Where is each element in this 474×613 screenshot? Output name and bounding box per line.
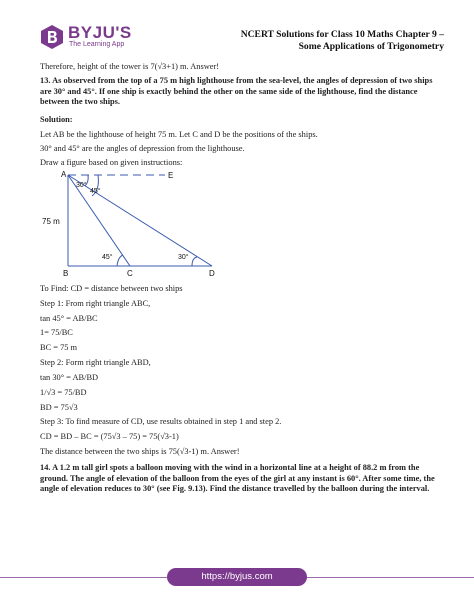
page-header — [0, 0, 474, 62]
label-e: E — [168, 171, 174, 180]
question-14: 14. A 1.2 m tall girl spots a balloon moving with the wind in a horizontal line at a height of 88.2 m from the ground. The angle of elevation of the balloon from the eyes of the girl at any instant is 60°. After some time, the angle of elevation reduces to 30° (see Fig. 9.13). Find the distance travelled by the balloon during the interval. — [40, 463, 435, 493]
solution-line: Step 3: To find measure of CD, use results obtained in step 1 and step 2. — [40, 417, 282, 426]
label-b: B — [63, 269, 69, 278]
label-d: D — [209, 269, 215, 278]
intro-text: Therefore, height of the tower is 7(√3+1) m. Answer! — [40, 62, 220, 71]
solution-line: 1= 75/BC — [40, 328, 73, 337]
byjus-logo[interactable] — [40, 23, 132, 50]
solution-line: BC = 75 m — [40, 343, 78, 352]
solution-line: Draw a figure based on given instructions: — [40, 158, 183, 167]
solution-line: To Find: CD = distance between two ships — [40, 284, 183, 293]
footer-divider-right — [307, 577, 474, 578]
angle-label-45: 45° — [90, 188, 101, 195]
angle-label-30: 30° — [76, 182, 87, 189]
byjus-logo-icon — [40, 24, 64, 50]
solution-line: CD = BD – BC = (75√3 – 75) = 75(√3-1) — [40, 432, 179, 441]
label-a: A — [61, 170, 67, 179]
question-13: 13. As observed from the top of a 75 m high lighthouse from the sea-level, the angles of depression of two ships are 30° and 45°. If one ship is exactly behind the other on the same side of the lighthouse, find the distance between the two ships. — [40, 76, 433, 106]
footer-divider-left — [0, 577, 167, 578]
label-c: C — [127, 269, 133, 278]
solution-line: Let AB be the lighthouse of height 75 m. Let C and D be the positions of the ships. — [40, 130, 318, 139]
solution-line: Step 1: From right triangle ABC, — [40, 299, 151, 308]
brand-name: BYJU'S — [68, 23, 132, 42]
solution-line: The distance between the two ships is 75(√3-1) m. Answer! — [40, 447, 240, 456]
solution-line: tan 30° = AB/BD — [40, 373, 99, 382]
angle-label-d: 30° — [178, 254, 189, 261]
solution-line: 30° and 45° are the angles of depression from the lighthouse. — [40, 144, 245, 153]
page-title — [204, 29, 444, 52]
angle-label-c: 45° — [102, 254, 113, 261]
footer-url-link[interactable]: https://byjus.com — [167, 568, 307, 586]
height-label: 75 m — [42, 217, 60, 226]
title-line-1: NCERT Solutions for Class 10 Maths Chapter 9 – — [240, 29, 444, 40]
solution-line: Step 2: Form right triangle ABD, — [40, 358, 151, 367]
brand-tagline: The Learning App — [69, 41, 125, 48]
angle-arc-c — [117, 255, 123, 266]
title-line-2: Some Applications of Trigonometry — [298, 40, 444, 52]
solution-line: BD = 75√3 — [40, 403, 78, 412]
solution-line: 1/√3 = 75/BD — [40, 388, 87, 397]
solution-line: tan 45° = AB/BC — [40, 314, 98, 323]
solution-label: Solution: — [40, 115, 73, 124]
angle-arc-d — [192, 257, 197, 266]
lighthouse-figure — [40, 168, 240, 280]
